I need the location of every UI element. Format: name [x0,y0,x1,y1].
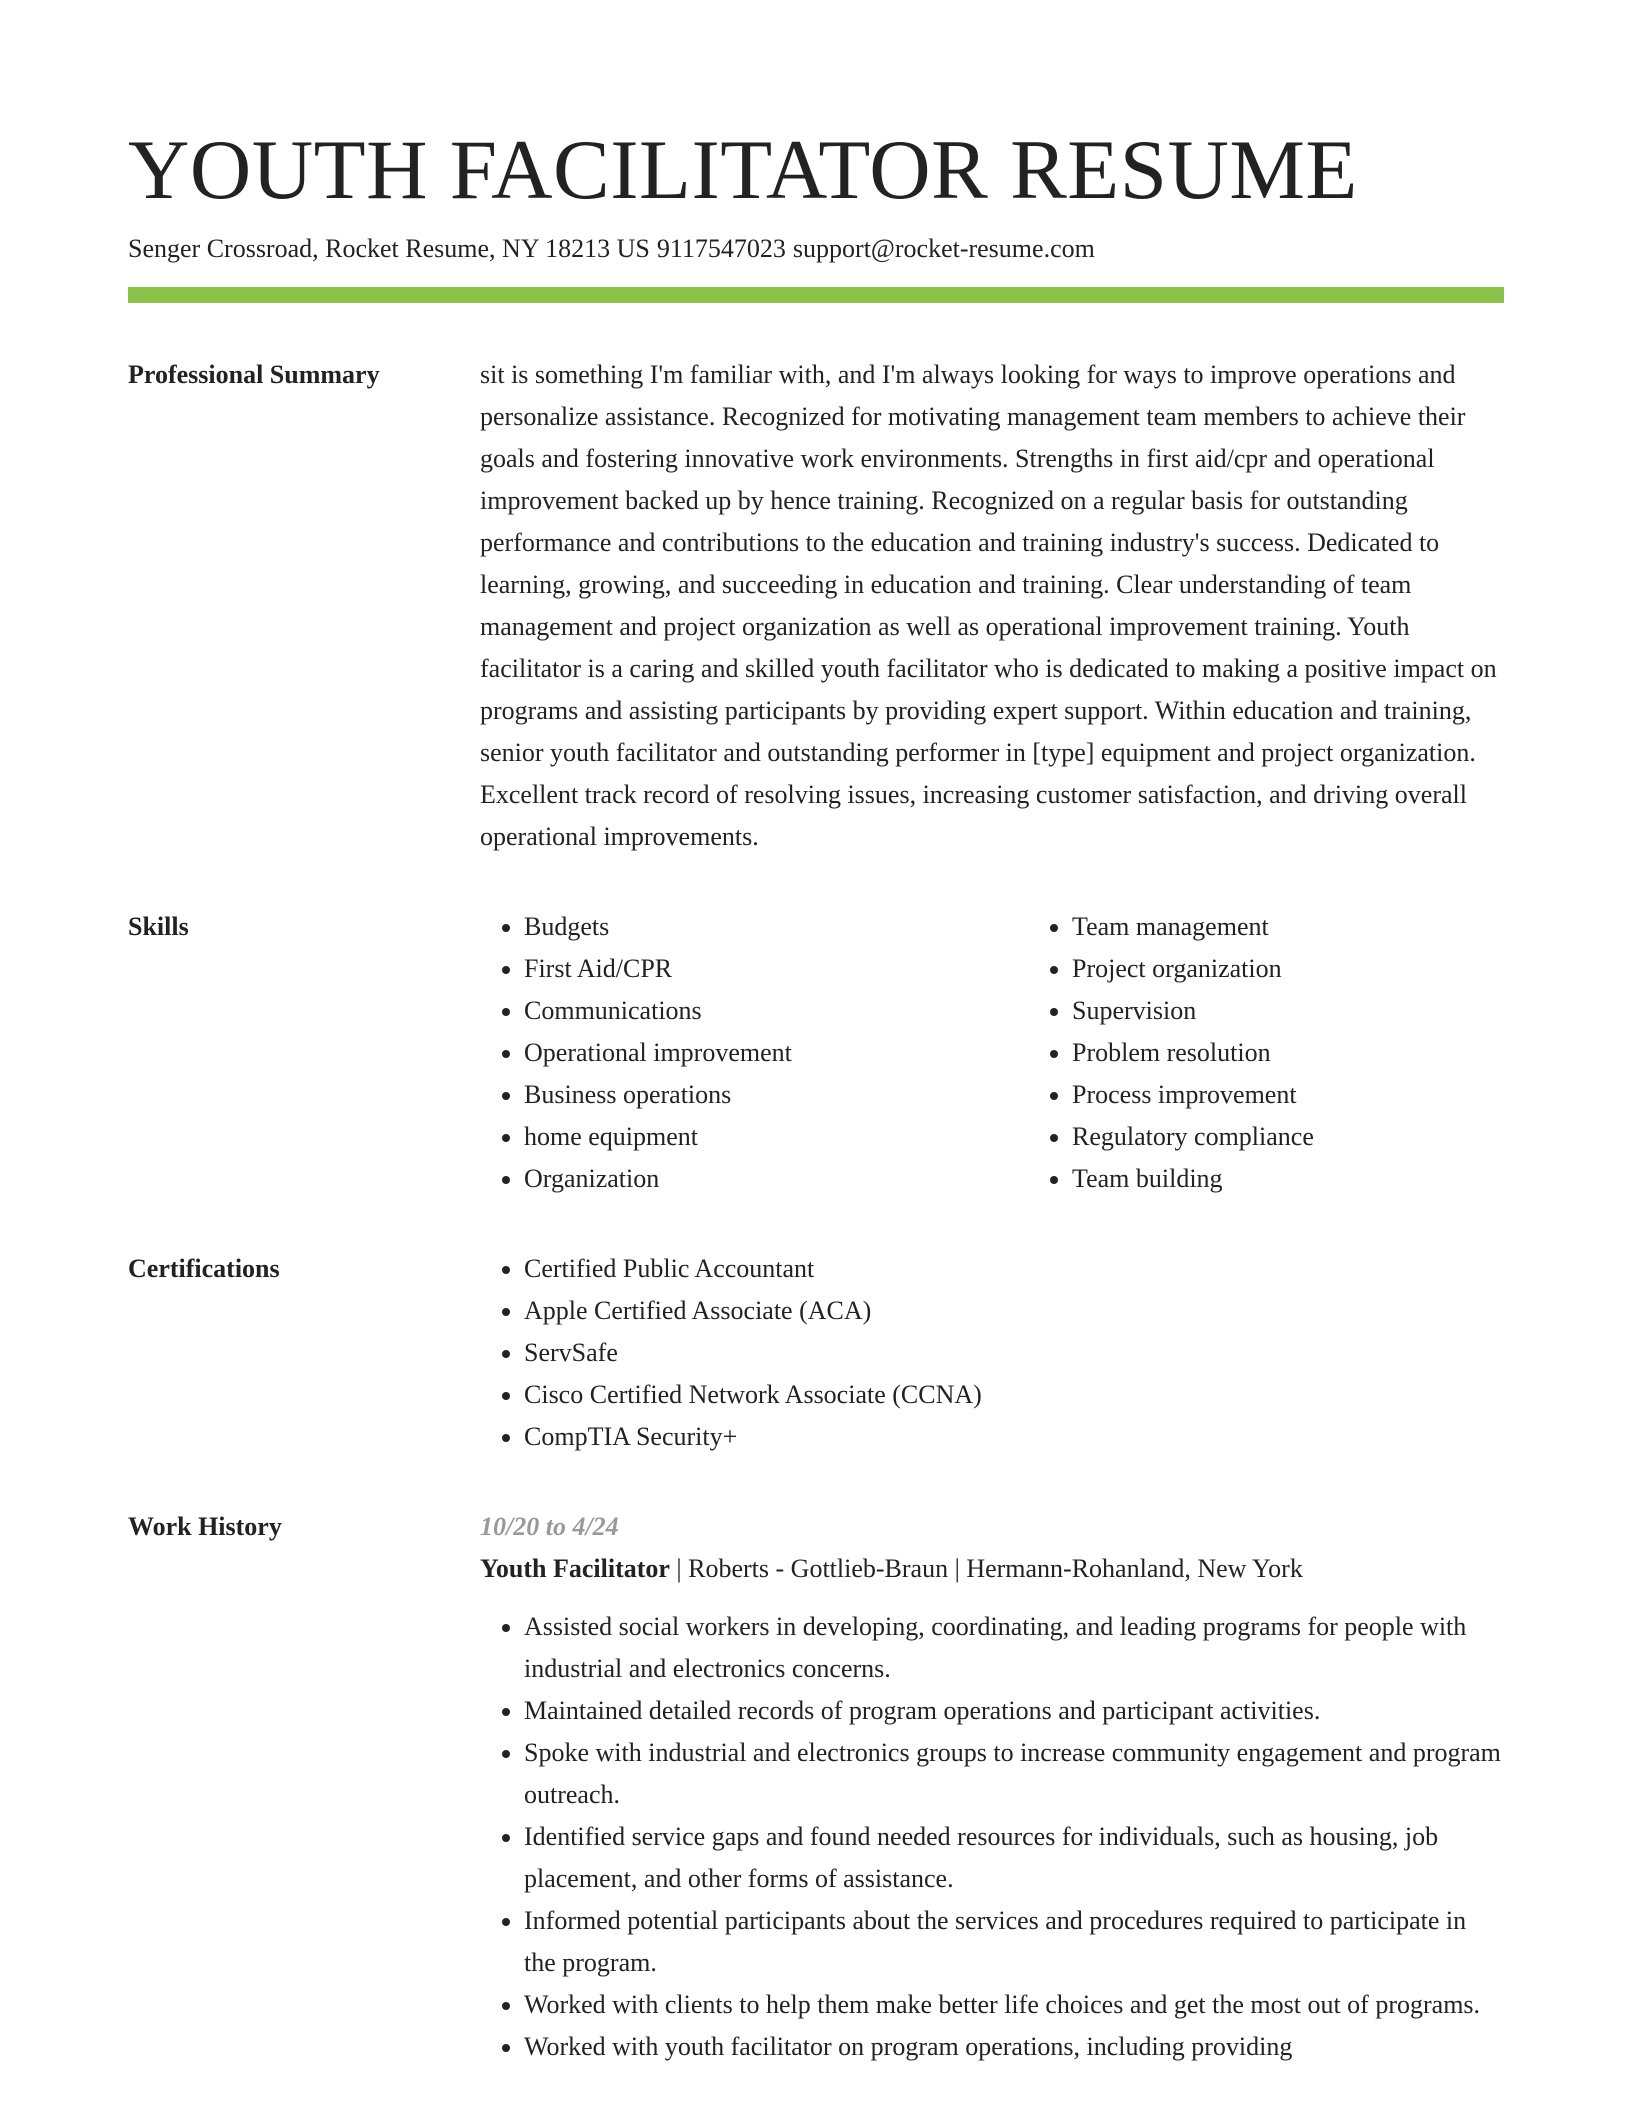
skill-item: • Team building [1072,1158,1576,1200]
certifications-section [128,1248,1504,1458]
skill-item: • Process improvement [1072,1074,1576,1116]
skill-item: • Organization [524,1158,1028,1200]
header-accent-rule [128,287,1504,303]
skill-item: • Communications [524,990,1028,1032]
summary-text: sit is something I'm familiar with, and I'm always looking for ways to improve operations and personalize assistance. Recognized for motivating management team members to achieve their goals and fostering innovative work environments. Strengths in first aid/cpr and operational improvement backed up by hence training. Recognized on a regular basis for outstanding performance and contributions to the education and training industry's success. Dedicated to learning, growing, and succeeding in education and training. Clear understanding of team management and project organization as well as operational improvement training. Youth facilitator is a caring and skilled youth facilitator who is dedicated to making a positive impact on programs and assisting participants by providing expert support. Within education and training, senior youth facilitator and outstanding performer in [type] equipment and project organization. Excellent track record of resolving issues, increasing customer satisfaction, and driving overall operational improvements. [480,360,1497,851]
resume-title: YOUTH FACILITATOR RESUME [128,123,1358,217]
certifications-heading: Certifications [128,1254,280,1283]
contact-line [128,232,1504,266]
skill-item: • Supervision [1072,990,1576,1032]
certification-item: • CompTIA Security+ [524,1416,1504,1458]
resume-page [128,0,1504,2068]
skills-column-2 [1028,906,1576,1200]
job-location: Hermann-Rohanland, New York [966,1554,1303,1583]
job-duty-item: • Worked with clients to help them make better life choices and get the most out of programs. [524,1984,1504,2026]
skill-item: • Problem resolution [1072,1032,1576,1074]
skill-item: • First Aid/CPR [524,948,1028,990]
job-duty-item: • Identified service gaps and found needed resources for individuals, such as housing, job placement, and other forms of assistance. [524,1816,1504,1900]
contact-address: Senger Crossroad, Rocket Resume, NY 18213 US [128,234,650,263]
skills-column-1 [480,906,1028,1200]
job-duty-item: • Maintained detailed records of program operations and participant activities. [524,1690,1504,1732]
skill-item: • home equipment [524,1116,1028,1158]
skills-section [128,906,1504,1200]
skill-item: • Project organization [1072,948,1576,990]
job-duty-item: • Informed potential participants about the services and procedures required to participate in the program. [524,1900,1504,1984]
summary-section [128,354,1504,858]
work-history-heading: Work History [128,1512,282,1541]
summary-body [480,354,1504,858]
job-duty-item: • Spoke with industrial and electronics groups to increase community engagement and program outreach. [524,1732,1504,1816]
work-history-body [480,1506,1504,2068]
skills-heading: Skills [128,912,189,941]
certification-item: • Cisco Certified Network Associate (CCNA) [524,1374,1504,1416]
job-company: Roberts - Gottlieb-Braun [688,1554,949,1583]
job-separator: | [676,1554,682,1583]
certifications-list [480,1248,1504,1458]
skill-item: • Business operations [524,1074,1028,1116]
work-history-section [128,1506,1504,2068]
skill-item: • Operational improvement [524,1032,1028,1074]
job-duty-item: • Worked with youth facilitator on program operations, including providing [524,2026,1504,2068]
skill-item: • Regulatory compliance [1072,1116,1576,1158]
contact-phone: 9117547023 [656,234,786,263]
contact-email: support@rocket-resume.com [792,234,1095,263]
job-dates: 10/20 to 4/24 [480,1512,619,1541]
skills-body [480,906,1576,1200]
job-duty-item: • Assisted social workers in developing, coordinating, and leading programs for people with industrial and electronics concerns. [524,1606,1504,1690]
summary-heading: Professional Summary [128,360,380,389]
certification-item: • Certified Public Accountant [524,1248,1504,1290]
certification-item: • Apple Certified Associate (ACA) [524,1290,1504,1332]
job-heading-line [480,1548,1504,1590]
job-duties-list [480,1606,1504,2068]
certification-item: • ServSafe [524,1332,1504,1374]
job-separator: | [954,1554,960,1583]
skill-item: • Budgets [524,906,1028,948]
job-title: Youth Facilitator [480,1554,670,1583]
certifications-body [480,1248,1504,1458]
skill-item: • Team management [1072,906,1576,948]
